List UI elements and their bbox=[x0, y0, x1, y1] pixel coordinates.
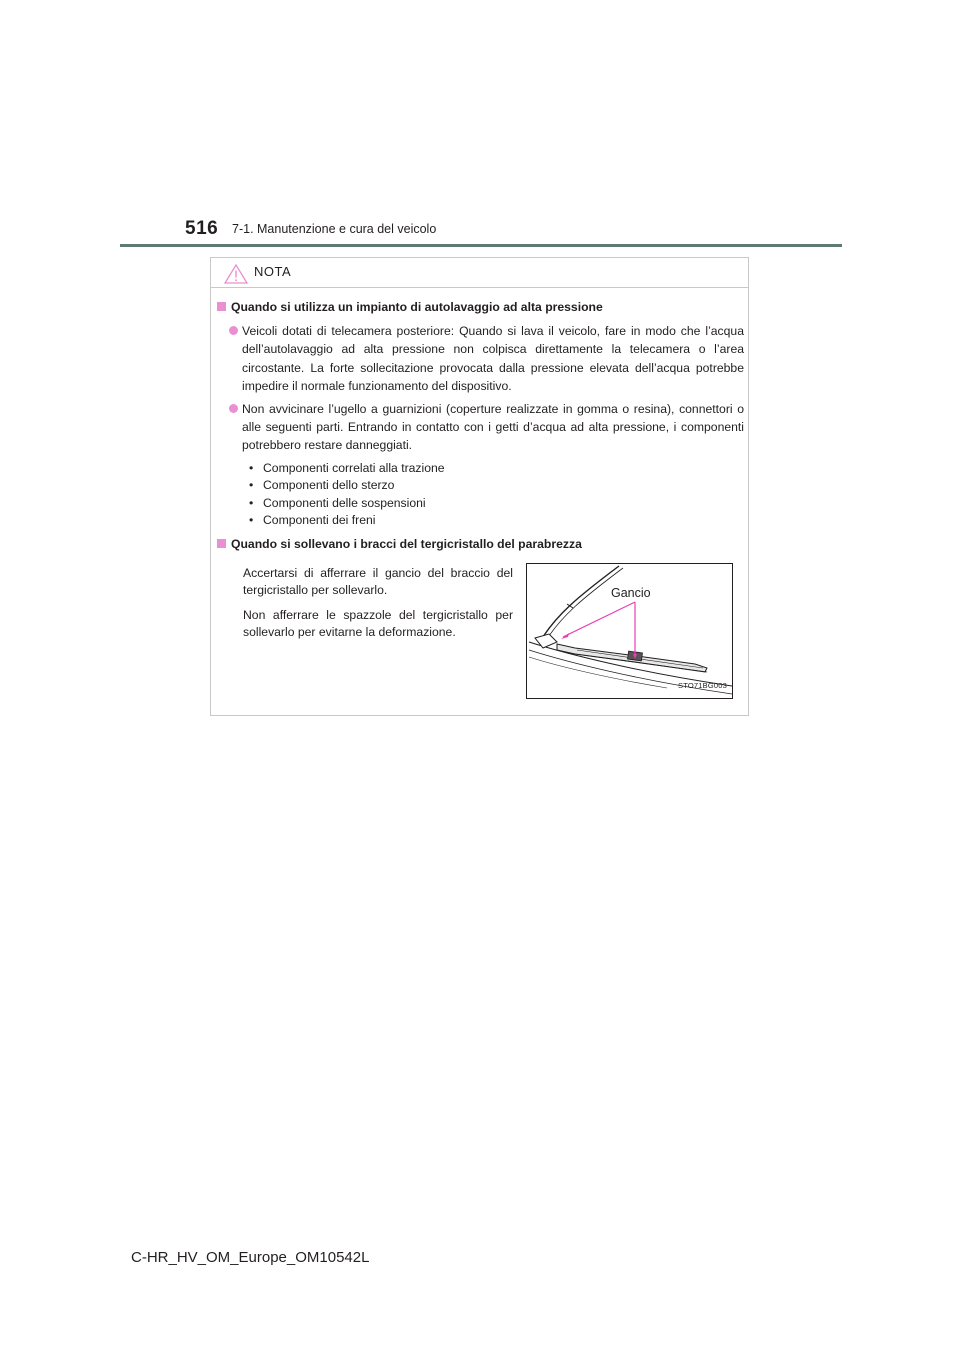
paragraph: Accertarsi di afferrare il gancio del braccio del tergicristallo per sollevarlo. bbox=[243, 565, 513, 598]
circle-bullet-icon bbox=[229, 404, 238, 413]
wiper-lift-text bbox=[243, 565, 513, 649]
wiper-lift-heading bbox=[217, 535, 744, 553]
footer-doc-id: C-HR_HV_OM_Europe_OM10542L bbox=[131, 1249, 370, 1266]
nota-content bbox=[217, 298, 744, 709]
nota-label: NOTA bbox=[254, 264, 292, 279]
list-item: • Componenti dei freni bbox=[249, 512, 744, 530]
page-number: 516 bbox=[185, 218, 219, 239]
component-list bbox=[217, 460, 744, 530]
nota-header bbox=[211, 258, 748, 288]
paragraph: Non afferrare le spazzole del tergicristallo per sollevarlo per evitarne la deformazione. bbox=[243, 607, 513, 640]
header-rule bbox=[120, 244, 842, 247]
warning-triangle-icon bbox=[224, 264, 248, 284]
square-bullet-icon bbox=[217, 302, 226, 311]
nota-box bbox=[210, 257, 749, 716]
bullet-text: Non avvicinare l’ugello a guarnizioni (coperture realizzate in gomma o resina), connettori o alle seguenti parti. Entrando in contatto con i getti d’acqua ad alta pressione, i componenti potrebbero restare danneggiati. bbox=[242, 402, 744, 453]
section-title: 7-1. Manutenzione e cura del veicolo bbox=[232, 222, 437, 236]
heading-text: Quando si sollevano i bracci del tergicristallo del parabrezza bbox=[231, 536, 582, 551]
wiper-figure bbox=[526, 563, 733, 699]
wiper-lift-section bbox=[217, 559, 744, 709]
figure-code: STO71BG003 bbox=[678, 680, 727, 690]
camera-bullet bbox=[217, 322, 744, 395]
high-pressure-heading bbox=[217, 298, 744, 316]
heading-text: Quando si utilizza un impianto di autolavaggio ad alta pressione bbox=[231, 300, 603, 314]
nozzle-bullet bbox=[217, 400, 744, 455]
square-bullet-icon bbox=[217, 539, 226, 548]
circle-bullet-icon bbox=[229, 326, 238, 335]
hook-callout-label: Gancio bbox=[611, 585, 651, 600]
bullet-text: Veicoli dotati di telecamera posteriore: Quando si lava il veicolo, fare in modo che l’acqua dell’autolavaggio ad alta pressione non colpisca direttamente la telecamera o l’area circostante. La forte sollecitazione provocata dalla pressione elevata dell’acqua potrebbe impedire il normale funzionamento del dispositivo. bbox=[242, 324, 744, 393]
list-item: • Componenti correlati alla trazione bbox=[249, 460, 744, 478]
list-item: • Componenti dello sterzo bbox=[249, 477, 744, 495]
list-item: • Componenti delle sospensioni bbox=[249, 495, 744, 513]
